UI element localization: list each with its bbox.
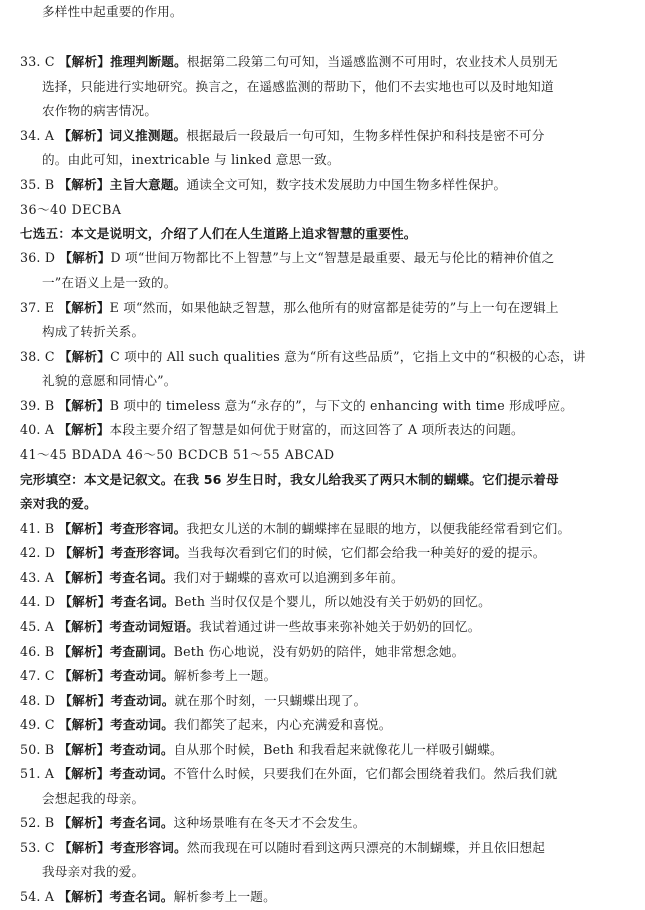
- answer-line: [0, 836, 645, 860]
- line-text: 36～40 DECBA: [20, 202, 122, 217]
- line-text: B 项中的 timeless 意为“永存的”，与下文的 enhancing with time 形成呼应。: [109, 398, 574, 413]
- question-number: 35. B: [20, 177, 55, 192]
- question-number: 43. A: [20, 570, 55, 585]
- analysis-tag: 【解析】考查动词。: [58, 766, 174, 781]
- question-number: 36. D: [20, 250, 56, 265]
- line-text: 解析参考上一题。: [173, 889, 276, 904]
- line-text: 多样性中起重要的作用。: [42, 4, 183, 19]
- line-text: 然而我现在可以随时看到这两只漂亮的木制蝴蝶，并且依旧想起: [186, 840, 546, 855]
- answer-line: [0, 418, 645, 442]
- question-number: 54. A: [20, 889, 55, 904]
- analysis-tag: 【解析】考查名词。: [58, 570, 174, 585]
- text-line: [0, 860, 645, 884]
- analysis-tag: 【解析】: [58, 398, 110, 413]
- question-number: 33. C: [20, 54, 55, 69]
- answer-line: [0, 345, 645, 369]
- text-line: [0, 99, 645, 123]
- line-text: E 项“然而，如果他缺乏智慧，那么他所有的财富都是徒劳的”与上一句在逻辑上: [109, 300, 559, 315]
- heading-text: 亲对我的爱。: [20, 496, 97, 511]
- section-heading: [0, 492, 645, 516]
- answer-line: [0, 811, 645, 835]
- answer-line: [0, 640, 645, 664]
- question-number: 50. B: [20, 742, 55, 757]
- analysis-tag: 【解析】考查形容词。: [58, 521, 187, 536]
- question-number: 52. B: [20, 815, 55, 830]
- analysis-tag: 【解析】考查动词。: [58, 668, 175, 683]
- question-number: 51. A: [20, 766, 55, 781]
- answer-line: [0, 762, 645, 786]
- line-text: C 项中的 All such qualities 意为“所有这些品质”，它指上文中的“积极的心态，讲: [110, 349, 586, 364]
- question-number: 40. A: [20, 422, 55, 437]
- answer-line: [0, 541, 645, 565]
- line-text: 农作物的病害情况。: [42, 103, 158, 118]
- answer-line: [0, 566, 645, 590]
- answer-line: [0, 615, 645, 639]
- heading-text: 七选五：本文是说明文，介绍了人们在人生道路上追求智慧的重要性。: [20, 226, 417, 241]
- question-number: 37. E: [20, 300, 55, 315]
- line-text: 选择，只能进行实地研究。换言之，在遥感监测的帮助下，他们不去实地也可以及时地知道: [42, 79, 554, 94]
- analysis-tag: 【解析】考查动词短语。: [58, 619, 200, 634]
- analysis-tag: 【解析】: [59, 250, 111, 265]
- answer-line: [0, 394, 645, 418]
- text-line: [0, 198, 645, 222]
- line-text: 我母亲对我的爱。: [42, 864, 145, 879]
- line-text: 根据第二段第二句可知，当遥感监测不可用时，农业技术人员别无: [186, 54, 558, 69]
- analysis-tag: 【解析】: [58, 422, 110, 437]
- line-text: 构成了转折关系。: [42, 324, 145, 339]
- analysis-tag: 【解析】考查副词。: [58, 644, 174, 659]
- line-text: 会想起我的母亲。: [42, 791, 145, 806]
- line-text: 41～45 BDADA 46～50 BCDCB 51～55 ABCAD: [20, 447, 335, 462]
- analysis-tag: 【解析】考查形容词。: [58, 840, 187, 855]
- line-text: 我试着通过讲一些故事来弥补她关于奶奶的回忆。: [199, 619, 481, 634]
- question-number: 47. C: [20, 668, 55, 683]
- line-text: 根据最后一段最后一句可知，生物多样性保护和科技是密不可分: [186, 128, 545, 143]
- question-number: 41. B: [20, 521, 55, 536]
- answer-line: [0, 713, 645, 737]
- line-text: 一”在语义上是一致的。: [42, 275, 177, 290]
- line-text: 的。由此可知，inextricable 与 linked 意思一致。: [42, 152, 340, 167]
- section-heading: [0, 222, 645, 246]
- analysis-tag: 【解析】考查形容词。: [59, 545, 188, 560]
- text-line: [0, 443, 645, 467]
- analysis-tag: 【解析】推理判断题。: [58, 54, 187, 69]
- line-text: 就在那个时刻，一只蝴蝶出现了。: [174, 693, 367, 708]
- text-line: [0, 369, 645, 393]
- answer-line: [0, 590, 645, 614]
- answer-line: [0, 246, 645, 270]
- line-text: 我们对于蝴蝶的喜欢可以追溯到多年前。: [173, 570, 404, 585]
- line-text: 当我每次看到它们的时候，它们都会给我一种美好的爱的提示。: [187, 545, 546, 560]
- section-heading: [0, 468, 645, 492]
- answer-line: [0, 689, 645, 713]
- line-text: D 项“世间万物都比不上智慧”与上文“智慧是最重要、最无与伦比的精神价值之: [110, 250, 555, 265]
- question-number: 49. C: [20, 717, 55, 732]
- line-text: 通读全文可知，数字技术发展助力中国生物多样性保护。: [186, 177, 507, 192]
- question-number: 34. A: [20, 128, 55, 143]
- question-number: 45. A: [20, 619, 55, 634]
- text-line: [0, 148, 645, 172]
- line-text: 不管什么时候，只要我们在外面，它们都会围绕着我们。然后我们就: [173, 766, 558, 781]
- analysis-tag: 【解析】考查名词。: [59, 594, 175, 609]
- answer-line: [0, 173, 645, 197]
- analysis-tag: 【解析】: [58, 300, 110, 315]
- question-number: 39. B: [20, 398, 55, 413]
- analysis-tag: 【解析】考查动词。: [58, 717, 175, 732]
- question-number: 38. C: [20, 349, 55, 364]
- line-text: 解析参考上一题。: [174, 668, 277, 683]
- question-number: 44. D: [20, 594, 56, 609]
- line-text: 这种场景唯有在冬天才不会发生。: [173, 815, 366, 830]
- text-line: [0, 0, 645, 24]
- analysis-tag: 【解析】主旨大意题。: [58, 177, 187, 192]
- question-number: 42. D: [20, 545, 56, 560]
- line-text: Beth 当时仅仅是个婴儿，所以她没有关于奶奶的回忆。: [174, 594, 491, 609]
- analysis-tag: 【解析】考查动词。: [59, 693, 175, 708]
- text-line: [0, 75, 645, 99]
- text-line: [0, 320, 645, 344]
- question-number: 48. D: [20, 693, 56, 708]
- analysis-tag: 【解析】考查名词。: [58, 815, 174, 830]
- answer-line: [0, 50, 645, 74]
- answer-line: [0, 664, 645, 688]
- line-text: 我们都笑了起来，内心充满爱和喜悦。: [174, 717, 392, 732]
- line-text: 礼貌的意愿和同情心”。: [42, 373, 177, 388]
- analysis-tag: 【解析】: [58, 349, 111, 364]
- line-text: 本段主要介绍了智慧是如何优于财富的，而这回答了 A 项所表达的问题。: [109, 422, 524, 437]
- question-number: 53. C: [20, 840, 55, 855]
- answer-line: [0, 738, 645, 762]
- answer-line: [0, 296, 645, 320]
- text-line: [0, 271, 645, 295]
- heading-text: 完形填空：本文是记叙文。在我 56 岁生日时，我女儿给我买了两只木制的蝴蝶。它们提示着母: [20, 472, 559, 487]
- answer-line: [0, 124, 645, 148]
- answer-line: [0, 885, 645, 909]
- line-text: 自从那个时候，Beth 和我看起来就像花儿一样吸引蝴蝶。: [173, 742, 503, 757]
- analysis-tag: 【解析】词义推测题。: [58, 128, 187, 143]
- answer-line: [0, 517, 645, 541]
- question-number: 46. B: [20, 644, 55, 659]
- text-line: [0, 787, 645, 811]
- analysis-tag: 【解析】考查动词。: [58, 742, 174, 757]
- line-text: Beth 伤心地说，没有奶奶的陪伴，她非常想念她。: [173, 644, 465, 659]
- line-text: 我把女儿送的木制的蝴蝶摔在显眼的地方，以便我能经常看到它们。: [186, 521, 571, 536]
- analysis-tag: 【解析】考查名词。: [58, 889, 174, 904]
